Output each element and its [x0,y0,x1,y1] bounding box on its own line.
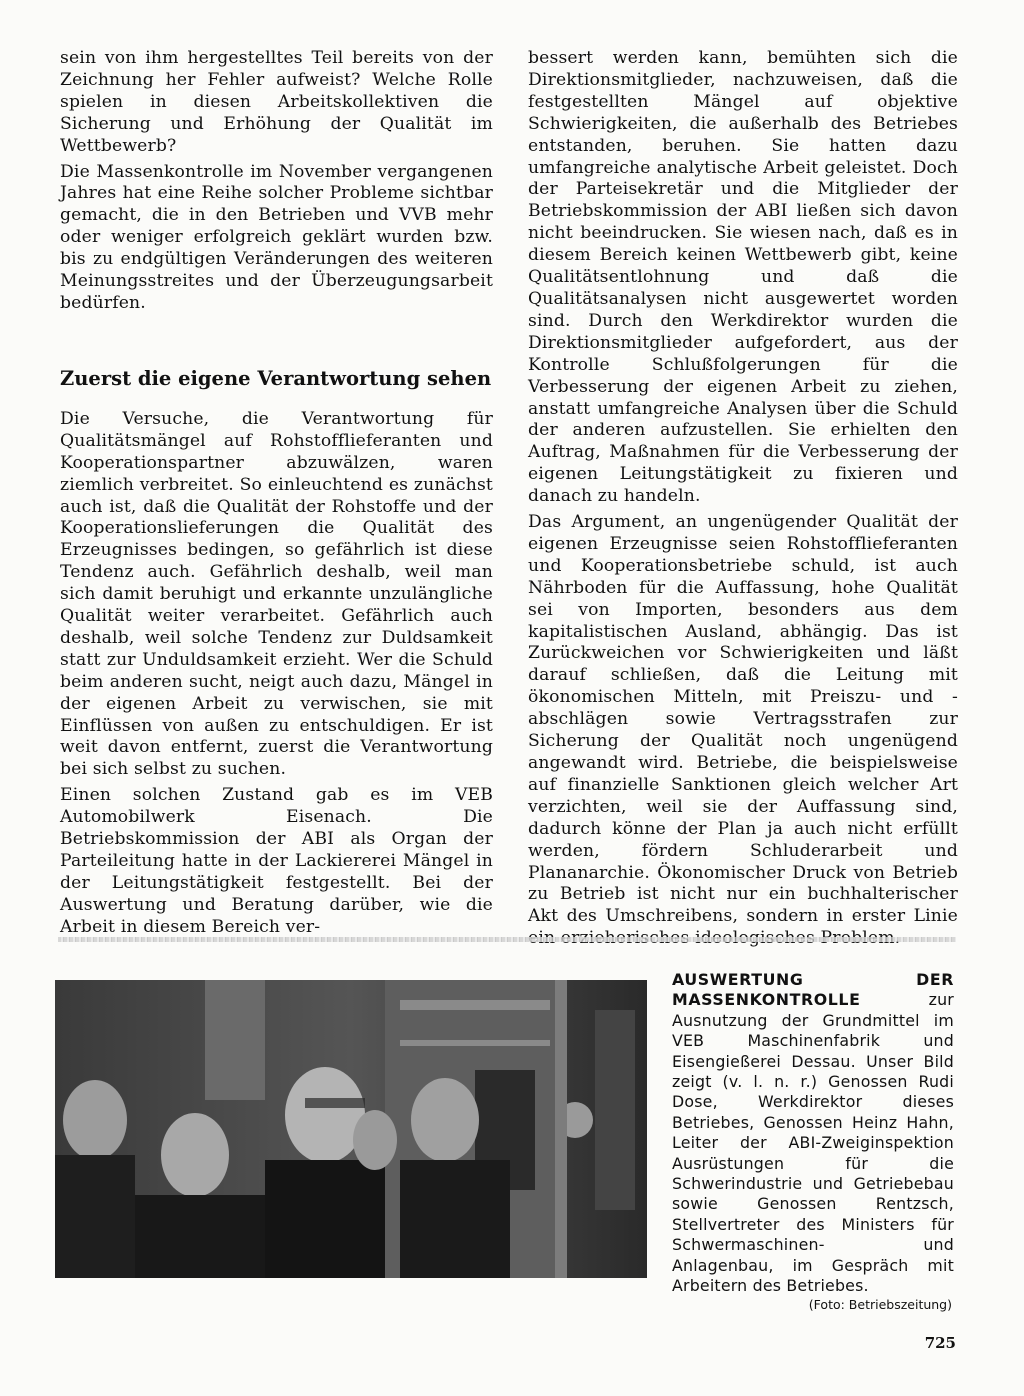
caption-lead: AUSWERTUNG DER MASSENKONTROLLE [672,970,954,1010]
paragraph: bessert werden kann, bemühten sich die Direktionsmitglieder, nachzuweisen, daß die festgestellten Mängel auf objektive Schwierigkeiten, die außerhalb des Betriebes entstanden, beruhen. Sie hatten dazu umfangreiche analytische Arbeit geleistet. Doch der Parteisekretär und die Mitglieder der Betriebskommission der ABI ließen sich davon nicht beeindrucken. Sie wiesen nach, daß es in diesem Bereich keinen Wettbewerb gibt, keine Qualitätsentlohnung und daß die Qualitätsanalysen nicht ausgewertet worden sind. Durch den Werkdirektor wurden die Direktionsmitglieder aufgefordert, aus der Kontrolle Schlußfolgerungen für die Verbesserung der eigenen Arbeit zu ziehen, anstatt umfangreiche Analysen über die Schuld der anderen aufzustellen. Sie erhielten den Auftrag, Maßnahmen für die Verbesserung der eigenen Leitungstätigkeit zu fixieren und danach zu handeln. [528,48,958,507]
paragraph: Die Massenkontrolle im November vergangenen Jahres hat eine Reihe solcher Probleme sichtbar gemacht, die in den Betrieben und VVB mehr oder weniger erfolgreich geklärt wurden bzw. bis zu endgültigen Veränderungen des weiteren Meinungsstreites und der Überzeugungsarbeit bedürfen. [60,161,493,313]
section-heading: Zuerst die eigene Verantwortung sehen [60,366,492,390]
paragraph: Die Versuche, die Verantwortung für Qualitätsmängel auf Rohstofflieferanten und Kooperationspartner abzuwälzen, waren ziemlich verbreitet. So einleuchtend es zunächst auch ist, daß die Qualität der Rohstoffe und der Kooperationslieferungen die Qualität des Erzeugnisses bedingen, so gefährlich ist diese Tendenz auch. Gefährlich deshalb, weil man sich damit beruhigt und erkannte unzulängliche Qualität weiter verarbeitet. Gefährlich auch deshalb, weil solche Tendenz zur Duldsamkeit statt zur Unduldsamkeit erzieht. Wer die Schuld beim anderen sucht, neigt auch dazu, Mängel in der eigenen Arbeit zu verwischen, sie mit Einflüssen von außen zu entschuldigen. Er ist weit davon entfernt, zuerst die Verantwortung bei sich selbst zu suchen. [60,408,493,780]
page-number: 725 [924,1334,956,1352]
paragraph: Das Argument, an ungenügender Qualität der eigenen Erzeugnisse seien Rohstofflieferanten und Kooperationsbetriebe schuld, ist auch Nährboden für die Auffassung, hohe Qualität sei von Importen, besonders aus dem kapitalistischen Ausland, abhängig. Das ist Zurückweichen vor Schwierigkeiten und läßt darauf schließen, daß die Leitung mit ökonomischen Mitteln, mit Preiszu- und -abschlägen sowie Vertragsstrafen zur Sicherung der Qualität noch ungenügend angewandt wird. Betriebe, die beispielsweise auf finanzielle Sanktionen gleich welcher Art verzichten, weil sie der Auffassung sind, dadurch könne der Plan ja auch nicht erfüllt werden, fördern Schluderarbeit und Plananarchie. Ökonomischer Druck von Betrieb zu Betrieb ist nicht nur ein buchhalterischer Akt des Umschreibens, sondern in erster Linie [528,512,958,927]
left-column [60,48,493,943]
right-column [528,48,958,954]
news-photo [55,980,647,1278]
section-divider [58,937,956,942]
photo-caption [672,970,954,1297]
caption-text: zur Ausnutzung der Grundmittel im VEB Maschinenfabrik und Eisengießerei Dessau. Unser Bild zeigt (v. l. n. r.) Genossen Rudi Dose, Werkdirektor dieses Betriebes, Genossen Heinz Hahn, Leiter der ABI-Zweiginspektion Ausrüstungen für die Schwerindustrie und Getriebebau sowie Genossen Rentzsch, Stellvertreter des Ministers für Schwermaschinen- und Anlagenbau, im Gespräch mit Arbeitern des Betriebes. [672,990,954,1296]
paragraph: Einen solchen Zustand gab es im VEB Automobilwerk Eisenach. Die Betriebskommission der ABI als Organ der Parteileitung hatte in der Lackiererei Mängel in der Leitungstätigkeit festgestellt. Bei der Auswertung und Beratung darüber, wie die Arbeit in diesem Bereich ver- [60,785,493,937]
paragraph: sein von ihm hergestelltes Teil bereits von der Zeichnung her Fehler aufweist? Welche Rolle spielen in diesen Arbeitskollektiven die Sicherung und Erhöhung der Qualität im Wettbewerb? [60,48,493,156]
photo-illustration [55,980,647,1278]
photo-credit: (Foto: Betriebszeitung) [808,1297,952,1312]
